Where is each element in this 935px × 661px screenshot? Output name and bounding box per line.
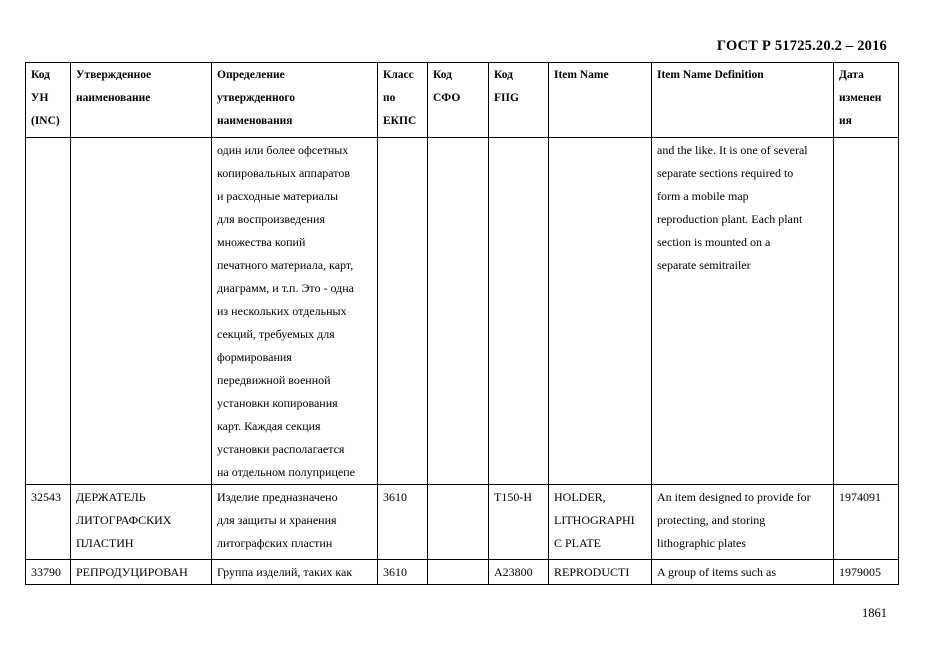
cell-item-name-definition: An item designed to provide for protecting, and storing lithographic plates — [652, 485, 834, 560]
cell-fiig-code: T150-H — [489, 485, 549, 560]
cell-change-date — [834, 138, 899, 485]
cell-sfo-code — [428, 560, 489, 585]
col-header-approved-name: Утвержденное наименование — [71, 63, 212, 138]
col-header-fiig-code: Код FIIG — [489, 63, 549, 138]
cell-inc-code: 32543 — [26, 485, 71, 560]
col-header-definition: Определение утвержденного наименования — [212, 63, 378, 138]
page-number: 1861 — [862, 606, 887, 620]
col-header-item-name: Item Name — [549, 63, 652, 138]
cell-item-name: REPRODUCTI — [549, 560, 652, 585]
cell-sfo-code — [428, 485, 489, 560]
col-header-item-name-definition: Item Name Definition — [652, 63, 834, 138]
cell-item-name — [549, 138, 652, 485]
col-header-sfo-code: Код СФО — [428, 63, 489, 138]
table-row — [26, 138, 899, 485]
cell-ekps-class: 3610 — [378, 485, 428, 560]
cell-change-date: 1979005 — [834, 560, 899, 585]
cell-fiig-code: A23800 — [489, 560, 549, 585]
cell-approved-name: РЕПРОДУЦИРОВАН — [71, 560, 212, 585]
col-header-inc-code: Код УН (INC) — [26, 63, 71, 138]
table-row — [26, 485, 899, 560]
cell-ekps-class — [378, 138, 428, 485]
cell-item-name-definition: A group of items such as — [652, 560, 834, 585]
cell-sfo-code — [428, 138, 489, 485]
cell-item-name-definition: and the like. It is one of several separate sections required to form a mobile map reproduction plant. Each plant section is mounted on a separate semitrailer — [652, 138, 834, 485]
nomenclature-table — [25, 62, 899, 585]
cell-fiig-code — [489, 138, 549, 485]
cell-inc-code — [26, 138, 71, 485]
cell-definition: один или более офсетных копировальных аппаратов и расходные материалы для воспроизведения множества копий печатного материала, карт, диаграмм, и т.п. Это - одна из нескольких отдельных секций, требуемых для формирования передвижной военной установки копирования карт. Каждая секция установки располагается на отдельном полуприцепе — [212, 138, 378, 485]
cell-definition: Изделие предназначено для защиты и хранения литографских пластин — [212, 485, 378, 560]
cell-change-date: 1974091 — [834, 485, 899, 560]
cell-item-name: HOLDER, LITHOGRAPHI C PLATE — [549, 485, 652, 560]
col-header-ekps-class: Класс по ЕКПС — [378, 63, 428, 138]
cell-definition: Группа изделий, таких как — [212, 560, 378, 585]
table-header-row — [26, 63, 899, 138]
table-row — [26, 560, 899, 585]
cell-ekps-class: 3610 — [378, 560, 428, 585]
standard-title: ГОСТ Р 51725.20.2 – 2016 — [716, 38, 887, 54]
cell-approved-name — [71, 138, 212, 485]
col-header-change-date: Дата изменен ия — [834, 63, 899, 138]
cell-inc-code: 33790 — [26, 560, 71, 585]
cell-approved-name: ДЕРЖАТЕЛЬ ЛИТОГРАФСКИХ ПЛАСТИН — [71, 485, 212, 560]
